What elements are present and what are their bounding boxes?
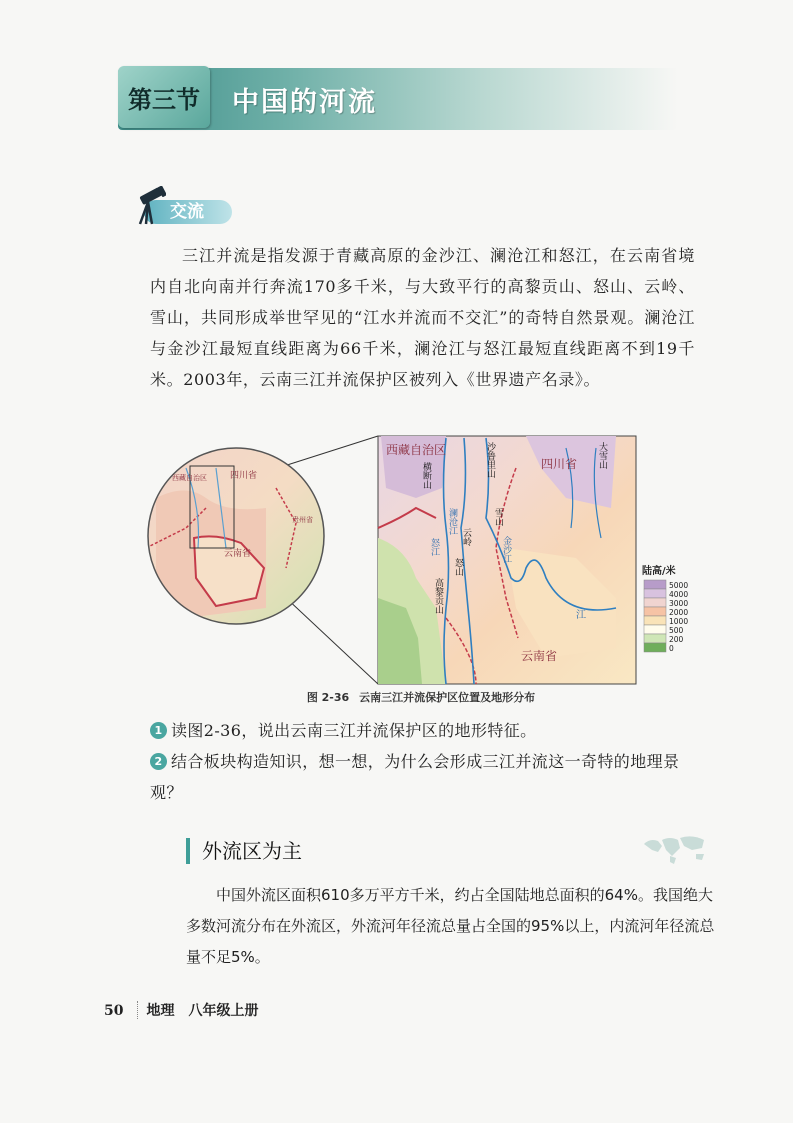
question-text: 读图2-36，说出云南三江并流保护区的地形特征。 bbox=[171, 721, 537, 740]
terrain-figure bbox=[146, 428, 706, 690]
legend-swatch bbox=[644, 598, 666, 607]
map-label-xueshan: 雪山 bbox=[493, 508, 503, 526]
inset-label-yunnan: 云南省 bbox=[224, 549, 252, 559]
legend-title: 陆高/米 bbox=[642, 566, 676, 577]
figure-caption bbox=[146, 689, 696, 705]
legend-swatch bbox=[644, 607, 666, 616]
intro-paragraph-text: 三江并流是指发源于青藏高原的金沙江、澜沧江和怒江，在云南省境内自北向南并行奔流170多千米，与大致平行的高黎贡山、怒山、云岭、雪山，共同形成举世罕见的“江水并流而不交汇”的奇特自然景观。澜沧江与金沙江最短直线距离为66千米，澜沧江与怒江最短直线距离不到19千米。2003年，云南三江并流保护区被列入《世界遗产名录》。 bbox=[150, 246, 695, 389]
book-title: 地理 八年级上册 bbox=[146, 1003, 259, 1019]
activity-label bbox=[130, 186, 240, 226]
map-label-nu: 怒江 bbox=[429, 538, 439, 556]
body-paragraph-text: 中国外流区面积610多万平方千米，约占全国陆地总面积的64%。我国绝大多数河流分布在外流区，外流河年径流总量占全国的95%以上，内流河年径流总量不足5%。 bbox=[186, 886, 715, 966]
legend-level-label: 5000 bbox=[669, 581, 689, 590]
legend-level-label: 500 bbox=[669, 626, 684, 635]
map-label-tibet: 西藏自治区 bbox=[386, 443, 447, 457]
inset-label-tibet: 西藏自治区 bbox=[172, 474, 207, 482]
map-label-nushan: 怒山 bbox=[453, 558, 463, 576]
footer-separator bbox=[131, 1001, 138, 1019]
body-paragraph bbox=[186, 880, 716, 973]
legend-swatch bbox=[644, 616, 666, 625]
elevation-legend bbox=[642, 564, 688, 653]
activity-label-text: 交流 bbox=[170, 202, 204, 222]
section-number: 第三节 bbox=[118, 66, 210, 128]
question-1 bbox=[150, 715, 695, 746]
map-label-yunling: 云岭 bbox=[461, 528, 471, 546]
section-title: 中国的河流 bbox=[232, 87, 377, 118]
legend-swatch bbox=[644, 580, 666, 589]
connector-line-top bbox=[284, 436, 378, 466]
legend-level-label: 0 bbox=[669, 644, 674, 653]
map-label-gaoligong: 高黎贡山 bbox=[433, 578, 443, 614]
legend-swatch bbox=[644, 625, 666, 634]
legend-level-label: 1000 bbox=[669, 617, 689, 626]
question-text: 结合板块构造知识，想一想，为什么会形成三江并流这一奇特的地理景观？ bbox=[150, 752, 680, 802]
map-label-sichuan: 四川省 bbox=[541, 457, 578, 471]
caption-number: 图 2-36 bbox=[306, 691, 350, 704]
inset-label-sichuan: 四川省 bbox=[230, 471, 258, 481]
telescope-icon bbox=[130, 186, 166, 226]
map-label-jinsha: 金沙江 bbox=[501, 536, 511, 563]
intro-paragraph bbox=[150, 240, 695, 395]
legend-level-label: 4000 bbox=[669, 590, 689, 599]
page-footer bbox=[104, 1000, 258, 1020]
map-label-hengduan: 横断山 bbox=[421, 462, 431, 489]
map-label-daxueshan: 大雪山 bbox=[597, 442, 607, 469]
legend-swatch bbox=[644, 634, 666, 643]
legend-swatch bbox=[644, 643, 666, 652]
question-2 bbox=[150, 746, 695, 808]
question-number-icon: 1 bbox=[150, 722, 167, 739]
legend-swatch bbox=[644, 589, 666, 598]
caption-text: 云南三江并流保护区位置及地形分布 bbox=[359, 691, 536, 704]
subsection-title: 外流区为主 bbox=[186, 838, 302, 864]
legend-level-label: 3000 bbox=[669, 599, 689, 608]
question-number-icon: 2 bbox=[150, 753, 167, 770]
world-map-icon bbox=[640, 832, 710, 866]
connector-line-bottom bbox=[284, 596, 378, 684]
map-label-jiang: 江 bbox=[576, 610, 586, 621]
legend-level-label: 2000 bbox=[669, 608, 689, 617]
inset-label-guizhou: 贵州省 bbox=[292, 516, 313, 524]
legend-level-label: 200 bbox=[669, 635, 684, 644]
map-label-lancang: 澜沧江 bbox=[447, 508, 457, 535]
map-label-shaluli: 沙鲁里山 bbox=[485, 442, 495, 478]
page-number: 50 bbox=[104, 1003, 124, 1019]
map-label-yunnan: 云南省 bbox=[521, 649, 558, 663]
